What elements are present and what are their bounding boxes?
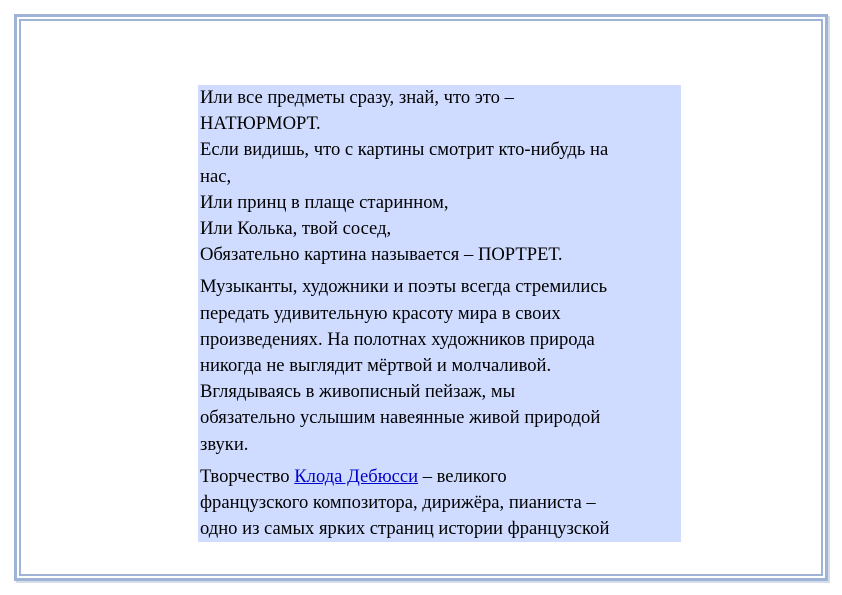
paragraph-line: одно из самых ярких страниц истории французской	[200, 518, 610, 540]
poem-line: Обязательно картина называется – ПОРТРЕТ.	[200, 244, 563, 266]
paragraph-first-line	[200, 464, 681, 490]
poem-paragraph	[198, 85, 681, 268]
poem-line: Если видишь, что с картины смотрит кто-нибудь на	[200, 139, 609, 161]
paragraph-line: никогда не выглядит мёртвой и молчаливой.	[200, 355, 552, 377]
paragraph-line: Музыканты, художники и поэты всегда стремились	[200, 276, 608, 298]
nature-paragraph	[198, 274, 681, 457]
paragraph-line: обязательно услышим навеянные живой природой	[200, 407, 601, 429]
paragraph-line: произведениях. На полотнах художников природа	[200, 328, 595, 350]
paragraph-line: Вглядываясь в живописный пейзаж, мы	[200, 381, 516, 403]
debussy-paragraph	[198, 464, 681, 543]
paragraph-suffix: – великого	[418, 465, 507, 487]
paragraph-line: передать удивительную красоту мира в своих	[200, 302, 561, 324]
slide-text-block	[198, 85, 681, 542]
poem-line: нас,	[200, 165, 232, 187]
poem-line: НАТЮРМОРТ.	[200, 113, 321, 135]
poem-line: Или Колька, твой сосед,	[200, 218, 392, 240]
paragraph-line: звуки.	[200, 433, 249, 455]
paragraph-line: французского композитора, дирижёра, пианиста –	[200, 492, 596, 514]
paragraph-prefix: Творчество	[200, 465, 295, 487]
debussy-link[interactable]: Клода Дебюсси	[294, 465, 419, 487]
poem-line: Или принц в плаще старинном,	[200, 191, 449, 213]
poem-line: Или все предметы сразу, знай, что это –	[200, 87, 514, 108]
